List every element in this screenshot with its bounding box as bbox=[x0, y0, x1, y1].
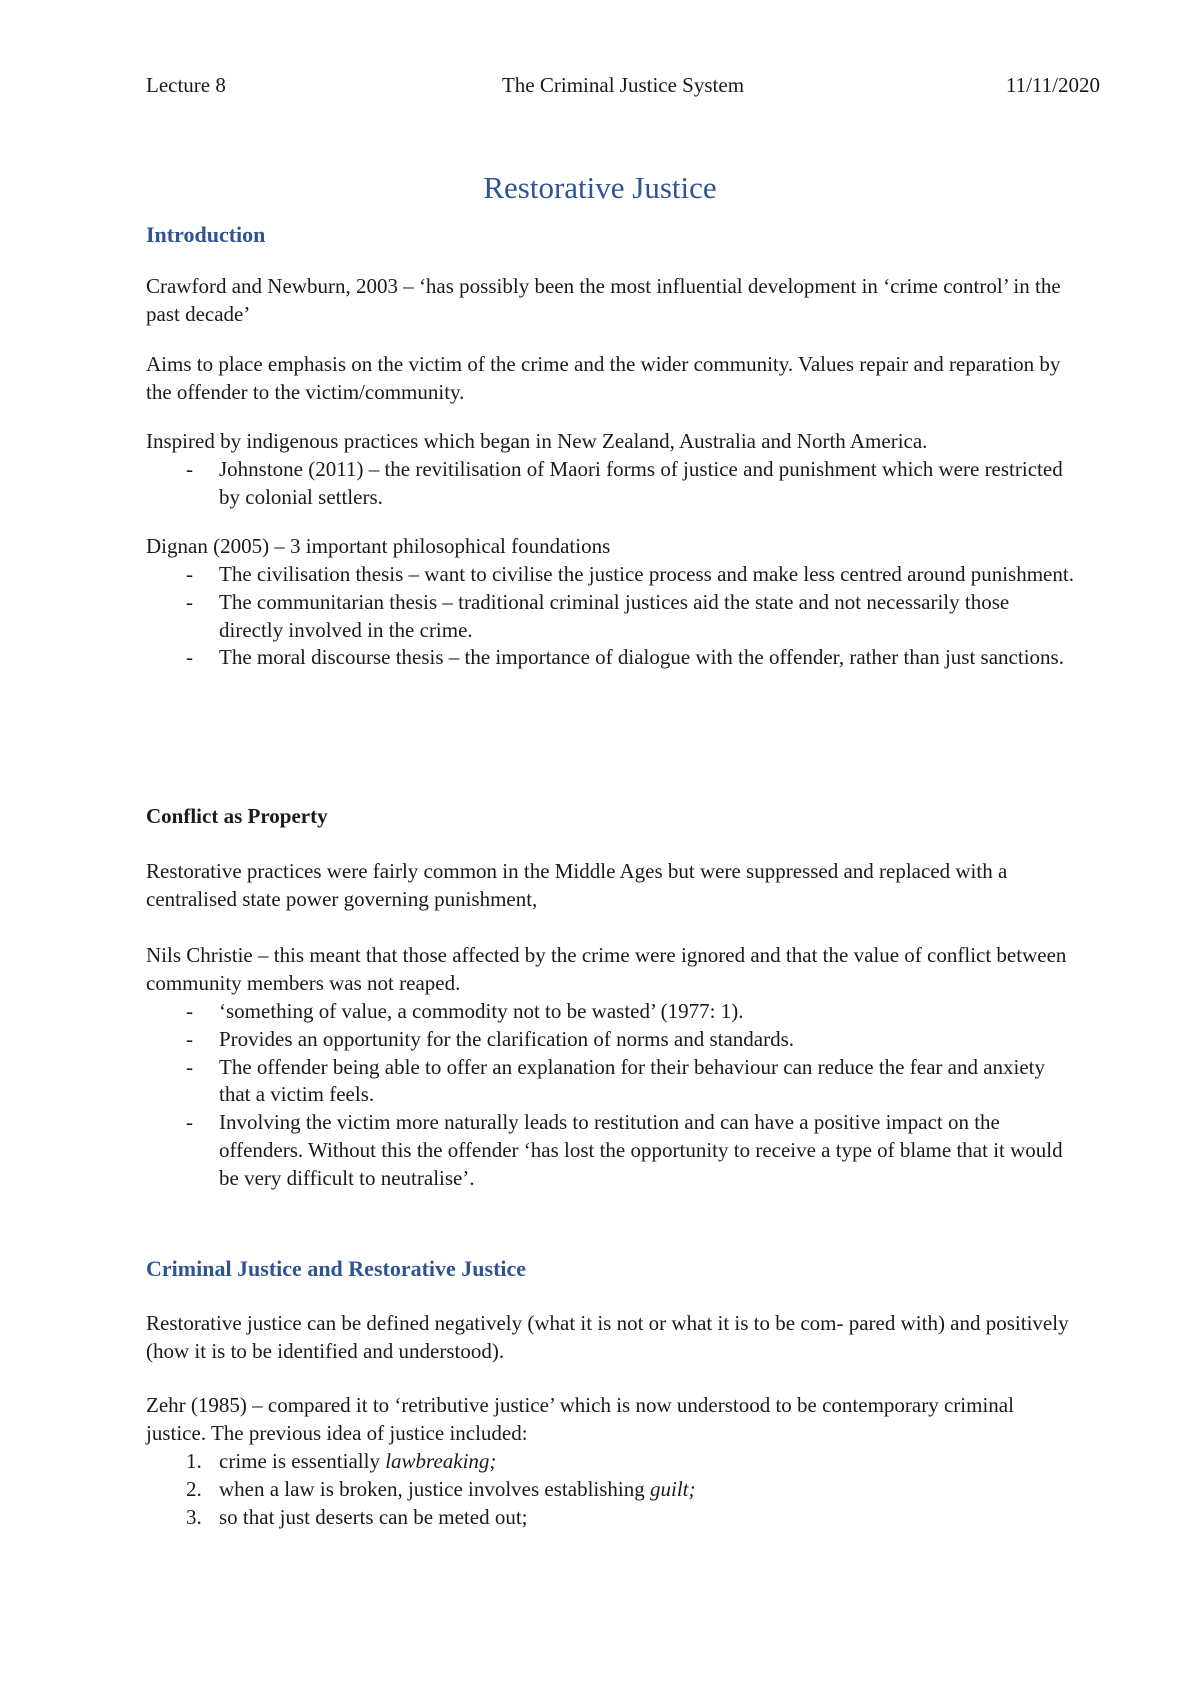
page-title: Restorative Justice bbox=[483, 170, 717, 205]
intro-paragraph-3: Inspired by indigenous practices which began in New Zealand, Australia and North America. bbox=[146, 429, 928, 453]
list-item: - Involving the victim more naturally leads to restitution and can have a positive impact on the offenders. Without this the offender ‘has lost the opportunity to receive a type of blame that it would be very difficult to neutralise’. bbox=[186, 1110, 1063, 1190]
dash-marker: - bbox=[186, 1054, 193, 1079]
cjrj-paragraph-2: Zehr (1985) – compared it to ‘retributive justice’ which is now understood to be contemporary criminal justice. The previous idea of justice included: bbox=[146, 1393, 1014, 1445]
intro-paragraph-1: Crawford and Newburn, 2003 – ‘has possibly been the most influential development in ‘crime control’ in the past decade’ bbox=[146, 274, 1061, 326]
list-item: 3. so that just deserts can be meted out; bbox=[146, 1504, 1076, 1532]
list-item: - Provides an opportunity for the clarification of norms and standards. bbox=[146, 1026, 1076, 1054]
list-item: 2. when a law is broken, justice involves establishing guilt; bbox=[146, 1476, 1076, 1504]
list-number: 2. bbox=[186, 1476, 202, 1501]
cjrj-paragraph-1: Restorative justice can be defined negatively (what it is not or what it is to be com- pared with) and positively (how it is to be identified and understood). bbox=[146, 1311, 1069, 1363]
dash-marker: - bbox=[186, 562, 193, 586]
list-number: 3. bbox=[186, 1504, 202, 1529]
header-date: 11/11/2020 bbox=[1005, 73, 1100, 97]
intro-bullets-2 bbox=[146, 561, 1076, 672]
dash-marker: - bbox=[186, 999, 193, 1023]
dash-marker: - bbox=[186, 1026, 193, 1051]
intro-bullets-1 bbox=[146, 456, 1076, 512]
heading-introduction: Introduction bbox=[146, 222, 266, 247]
list-item: - The communitarian thesis – traditional criminal justices aid the state and not necessarily those directly involved in the crime. bbox=[186, 589, 1010, 642]
dash-marker: - bbox=[186, 589, 193, 614]
dash-marker: - bbox=[186, 1110, 193, 1135]
page-header bbox=[146, 70, 1100, 100]
conflict-paragraph-1: Restorative practices were fairly common in the Middle Ages but were suppressed and replaced with a centralised state power governing punishment, bbox=[146, 859, 1008, 911]
intro-paragraph-2: Aims to place emphasis on the victim of the crime and the wider community. Values repair and reparation by the offender to the victim/community. bbox=[146, 352, 1061, 404]
list-number: 1. bbox=[186, 1449, 202, 1473]
header-course: The Criminal Justice System bbox=[501, 73, 745, 97]
list-item: - The civilisation thesis – want to civilise the justice process and make less centred around punishment. bbox=[146, 561, 1076, 589]
conflict-paragraph-2: Nils Christie – this meant that those affected by the crime were ignored and that the value of conflict between community members was not reaped. bbox=[146, 943, 1067, 995]
header-lecture: Lecture 8 bbox=[146, 73, 226, 97]
list-item: - Johnstone (2011) – the revitilisation of Maori forms of justice and punishment which were restricted by colonial settlers. bbox=[186, 457, 1063, 509]
list-item: - The moral discourse thesis – the importance of dialogue with the offender, rather than just sanctions. bbox=[146, 644, 1076, 672]
heading-conflict-as-property: Conflict as Property bbox=[146, 804, 328, 828]
dash-marker: - bbox=[186, 457, 193, 481]
list-item: - ‘something of value, a commodity not to be wasted’ (1977: 1). bbox=[146, 998, 1076, 1026]
retributive-justice-list bbox=[146, 1448, 1076, 1531]
intro-paragraph-4: Dignan (2005) – 3 important philosophical foundations bbox=[146, 534, 611, 558]
list-item: - The offender being able to offer an explanation for their behaviour can reduce the fear and anxiety that a victim feels. bbox=[186, 1054, 1046, 1107]
conflict-bullets bbox=[146, 998, 1076, 1193]
list-item: 1. crime is essentially lawbreaking; bbox=[146, 1448, 1076, 1476]
dash-marker: - bbox=[186, 645, 193, 670]
heading-criminal-justice-and-restorative-justice: Criminal Justice and Restorative Justice bbox=[146, 1256, 527, 1281]
